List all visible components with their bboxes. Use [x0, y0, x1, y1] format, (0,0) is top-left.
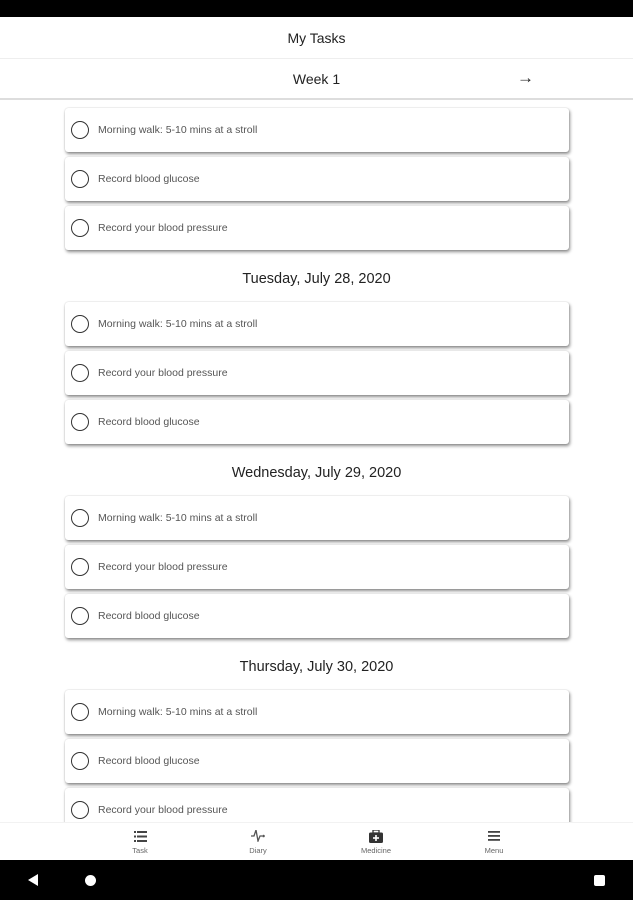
task-card[interactable]	[65, 206, 569, 250]
day-heading: Thursday, July 30, 2020	[239, 658, 394, 675]
task-label: Morning walk: 5-10 mins at a stroll	[98, 124, 258, 136]
task-label: Morning walk: 5-10 mins at a stroll	[98, 706, 258, 718]
system-nav-bar	[0, 860, 633, 900]
bottom-nav	[0, 822, 633, 860]
menu-icon	[454, 828, 534, 844]
home-icon[interactable]	[85, 875, 96, 886]
checkbox-circle-icon[interactable]	[71, 607, 89, 625]
task-label: Record blood glucose	[98, 755, 200, 767]
task-card[interactable]	[65, 302, 569, 346]
nav-label: Menu	[484, 846, 504, 855]
page-title: My Tasks	[287, 29, 346, 46]
checkbox-circle-icon[interactable]	[71, 413, 89, 431]
week-label: Week 1	[292, 70, 341, 87]
task-card[interactable]	[65, 690, 569, 734]
checkbox-circle-icon[interactable]	[71, 170, 89, 188]
task-label: Record blood glucose	[98, 610, 200, 622]
task-list[interactable]	[0, 100, 633, 822]
task-label: Morning walk: 5-10 mins at a stroll	[98, 318, 258, 330]
task-label: Record your blood pressure	[98, 367, 228, 379]
task-card[interactable]	[65, 496, 569, 540]
task-card[interactable]	[65, 400, 569, 444]
checkbox-circle-icon[interactable]	[71, 752, 89, 770]
list-icon	[100, 828, 180, 844]
task-card[interactable]	[65, 157, 569, 201]
checkbox-circle-icon[interactable]	[71, 121, 89, 139]
nav-label: Medicine	[360, 846, 391, 855]
task-card[interactable]	[65, 108, 569, 152]
checkbox-circle-icon[interactable]	[71, 558, 89, 576]
task-label: Record your blood pressure	[98, 561, 228, 573]
checkbox-circle-icon[interactable]	[71, 703, 89, 721]
day-heading: Wednesday, July 29, 2020	[231, 464, 402, 481]
task-label: Record your blood pressure	[98, 804, 228, 816]
checkbox-circle-icon[interactable]	[71, 509, 89, 527]
medical-bag-icon	[336, 828, 416, 844]
task-card[interactable]	[65, 351, 569, 395]
nav-menu[interactable]	[454, 828, 534, 855]
nav-label: Task	[132, 846, 148, 855]
day-heading: Tuesday, July 28, 2020	[242, 270, 391, 287]
status-bar	[0, 0, 633, 17]
nav-diary[interactable]	[218, 828, 298, 855]
checkbox-circle-icon[interactable]	[71, 364, 89, 382]
checkbox-circle-icon[interactable]	[71, 219, 89, 237]
back-icon[interactable]	[28, 874, 38, 886]
task-label: Morning walk: 5-10 mins at a stroll	[98, 512, 258, 524]
nav-medicine[interactable]	[336, 828, 416, 855]
task-card[interactable]	[65, 788, 569, 822]
arrow-right-icon[interactable]: →	[517, 68, 534, 87]
checkbox-circle-icon[interactable]	[71, 315, 89, 333]
task-label: Record blood glucose	[98, 173, 200, 185]
task-label: Record your blood pressure	[98, 222, 228, 234]
task-card[interactable]	[65, 739, 569, 783]
recents-icon[interactable]	[594, 875, 605, 886]
nav-task[interactable]	[100, 828, 180, 855]
pulse-icon	[218, 828, 298, 844]
checkbox-circle-icon[interactable]	[71, 801, 89, 819]
week-selector	[0, 59, 633, 100]
app-header	[0, 17, 633, 59]
task-label: Record blood glucose	[98, 416, 200, 428]
task-card[interactable]	[65, 545, 569, 589]
nav-label: Diary	[249, 846, 267, 855]
task-card[interactable]	[65, 594, 569, 638]
